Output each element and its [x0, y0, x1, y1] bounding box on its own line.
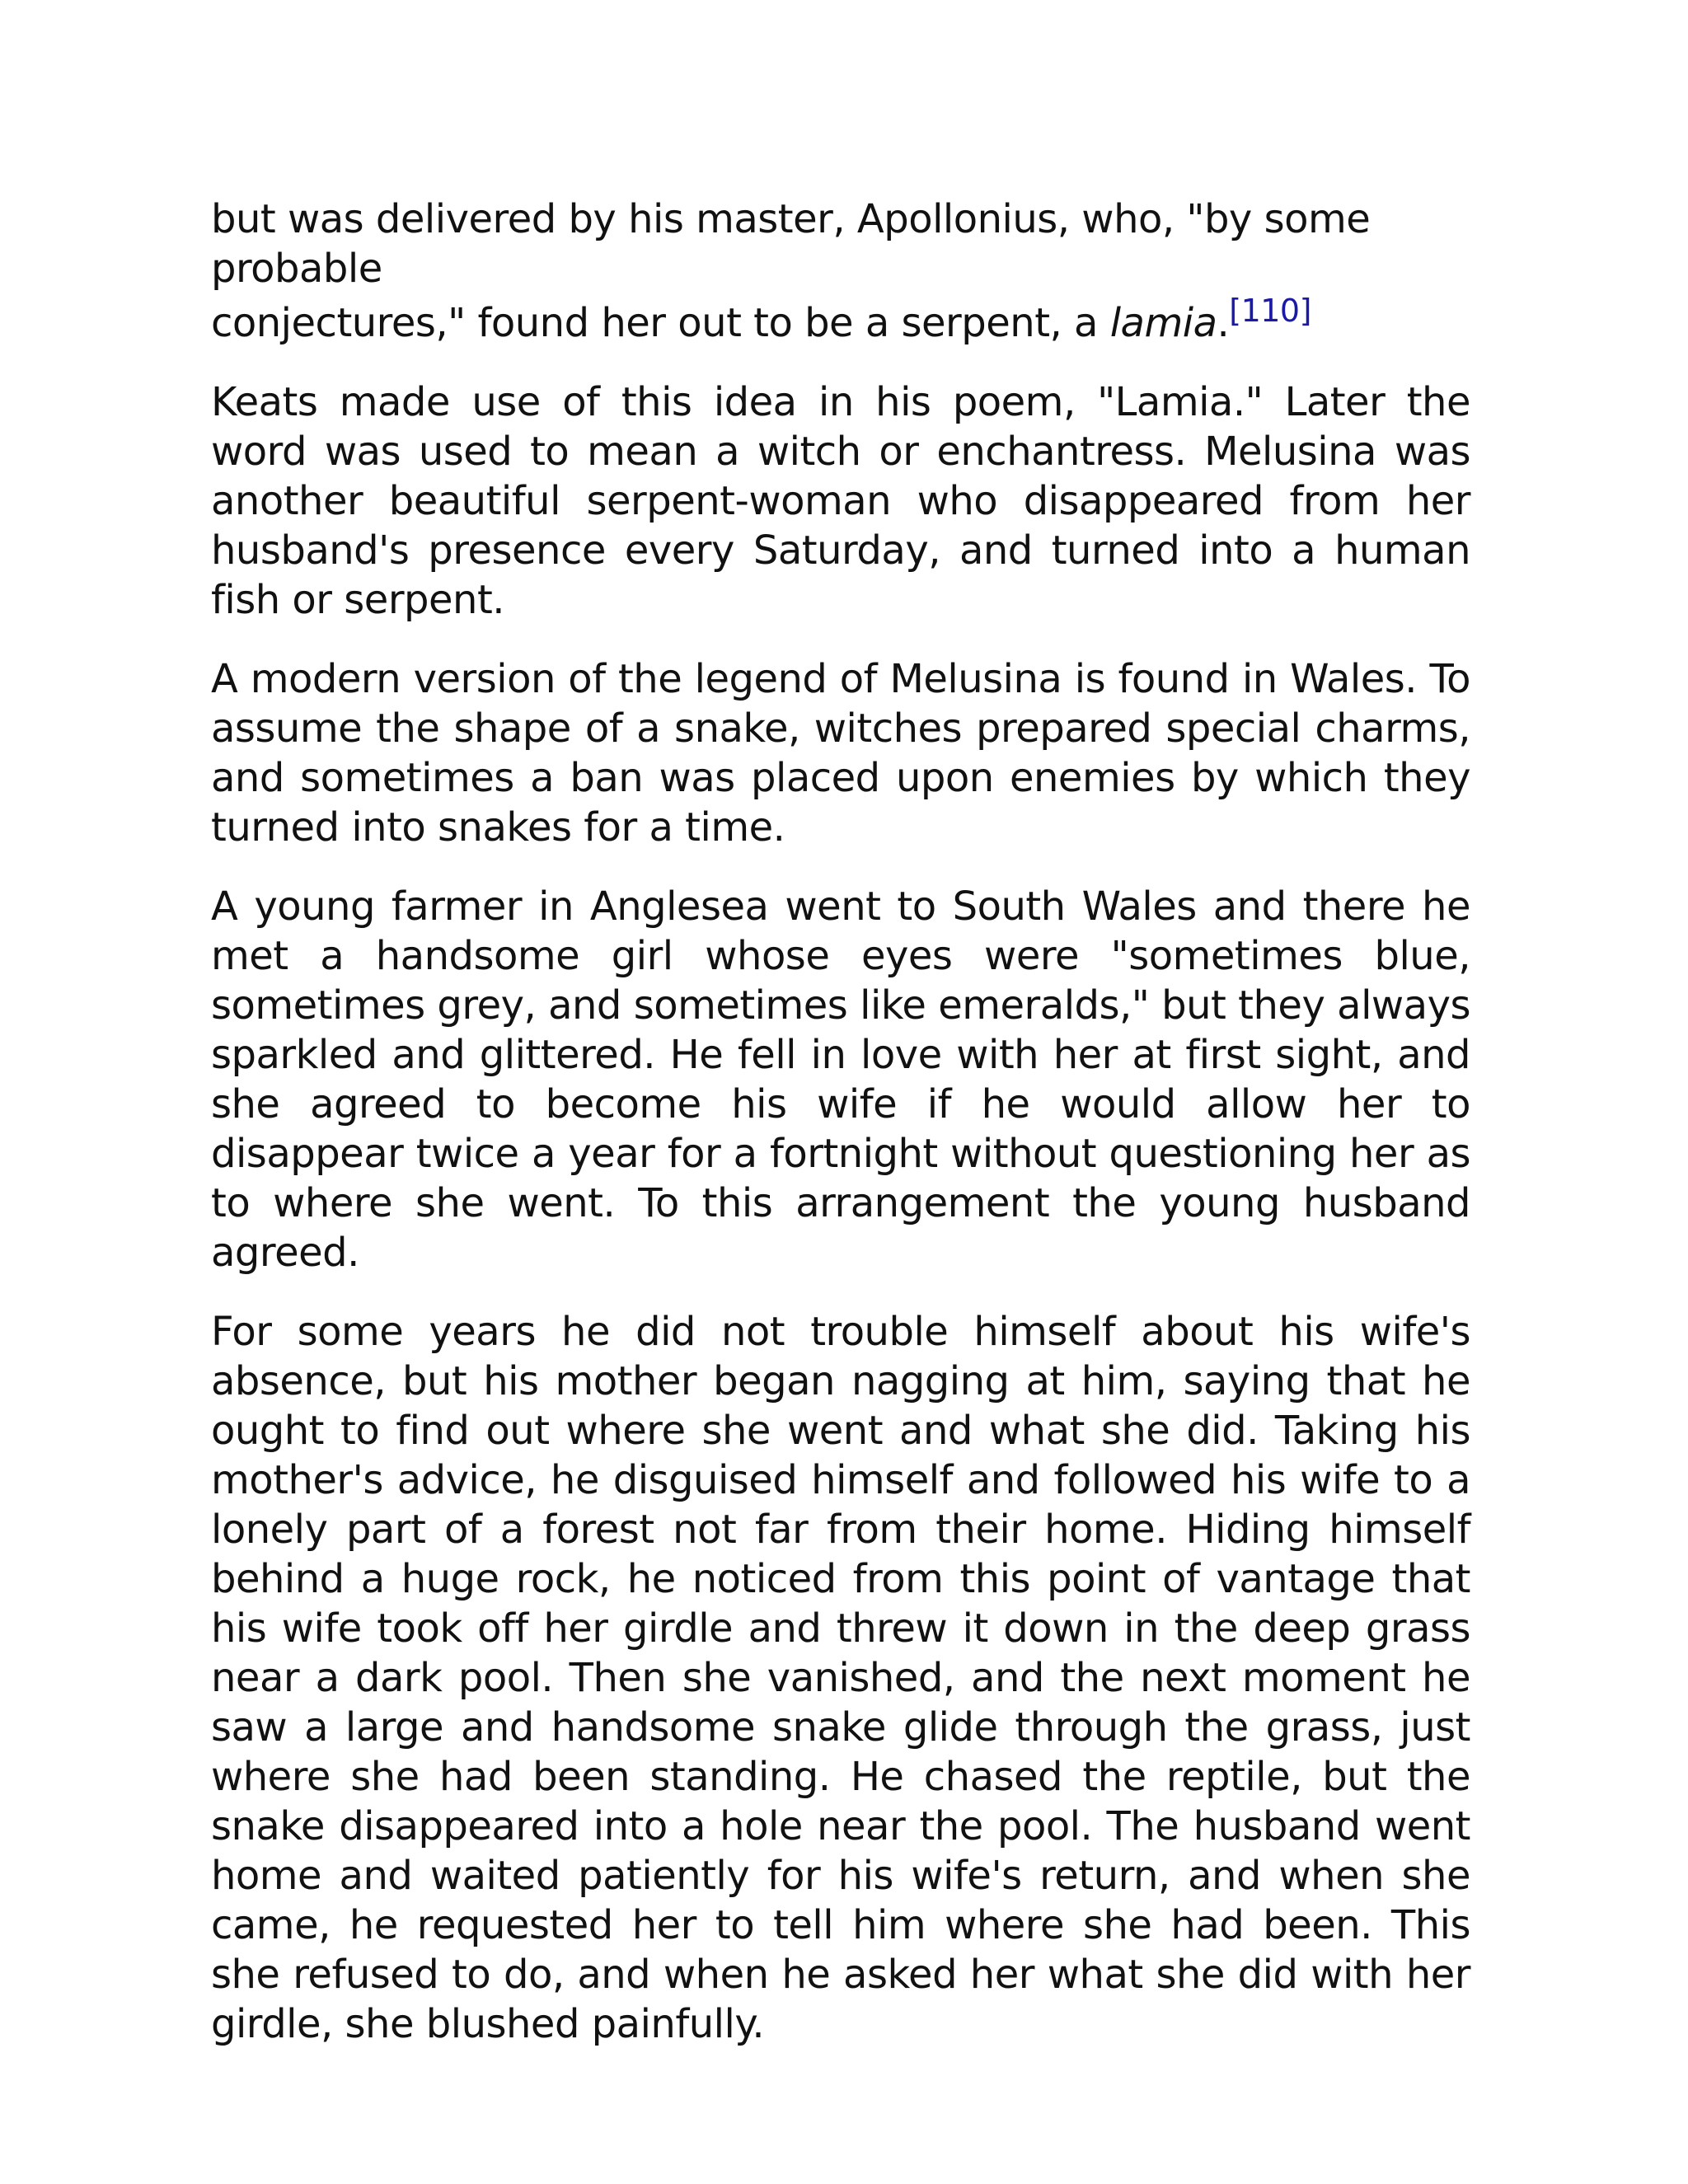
paragraph-4: A young farmer in Anglesea went to South Wales and there he met a handsome girl whose eyes were "sometimes blue, sometimes grey, and sometimes like emeralds," but they always sparkled and glittered. He fell in love with her at first sight, and she agreed to become his wife if he would allow her to disappear twice a year for a fortnight without questioning her as to where she went. To this arrangement the young husband agreed.	[211, 883, 1470, 1276]
lamia-italic-word: lamia	[1109, 300, 1217, 346]
paragraph-1-text: conjectures," found her out to be a serpent, a	[211, 300, 1110, 346]
paragraph-3: A modern version of the legend of Melusina is found in Wales. To assume the shape of a snake, witches prepared special charms, and sometimes a ban was placed upon enemies by which they turned into snakes for a time.	[211, 656, 1470, 851]
paragraph-5: For some years he did not trouble himself about his wife's absence, but his mother began nagging at him, saying that he ought to find out where she went and what she did. Taking his mother's advice, he disguised himself and followed his wife to a lonely part of a forest not far from their home. Hiding himself behind a huge rock, he noticed from this point of vantage that his wife took off her girdle and threw it down in the deep grass near a dark pool. Then she vanished, and the next moment he saw a large and handsome snake glide through the grass, just where she had been standing. He chased the reptile, but the snake disappeared into a hole near the pool. The husband went home and waited patiently for his wife's return, and when she came, he requested her to tell him where she had been. This she refused to do, and when he asked her what she did with her girdle, she blushed painfully.	[211, 1309, 1470, 2047]
paragraph-1-line-1: but was delivered by his master, Apollonius, who, "by some probable	[211, 196, 1371, 292]
document-page	[211, 194, 1470, 2079]
paragraph-1-period: .	[1217, 300, 1230, 346]
paragraph-2: Keats made use of this idea in his poem, "Lamia." Later the word was used to mean a witch or enchantress. Melusina was another beautiful serpent-woman who disappeared from her husband's presence every Saturday, and turned into a human fish or serpent.	[211, 379, 1470, 623]
paragraph-1	[211, 194, 1470, 348]
paragraph-1-line-2	[211, 293, 1470, 348]
footnote-link-110[interactable]: [110]	[1229, 293, 1311, 329]
